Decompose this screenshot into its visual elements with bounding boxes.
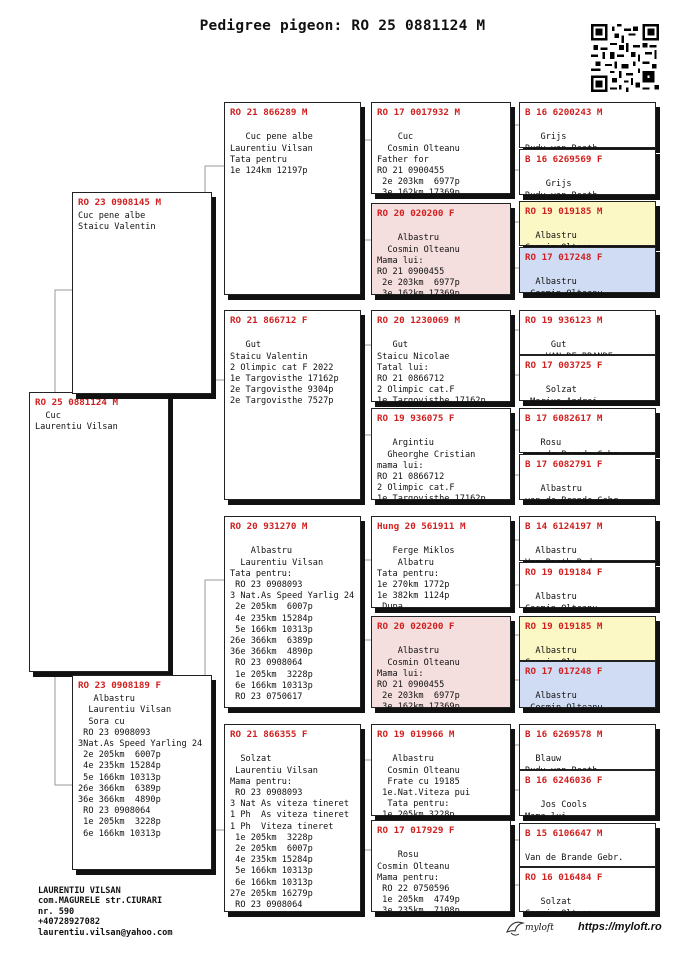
card-details: Albastru xyxy=(535,646,577,657)
ancestor-card xyxy=(519,355,656,407)
ring-number: RO 17 0017932 M xyxy=(377,107,460,118)
card-details: Albastru Cosmin Olteanu xyxy=(530,691,603,713)
ancestor-card xyxy=(519,201,656,246)
ring-number: RO 19 019185 M xyxy=(525,621,603,632)
card-details: Blauw xyxy=(535,754,562,765)
card-details: Argintiu Gheorghe Cristian mama lui: RO 21 0866712 2 Olimpic cat.F 1e Targovisthe 17162p xyxy=(377,438,486,505)
ring-number: RO 21 866355 F xyxy=(230,729,308,740)
card-details: Albastru Cosmin Olteanu xyxy=(525,592,598,614)
ring-number: RO 19 019184 F xyxy=(525,567,603,578)
ancestor-card xyxy=(519,408,656,453)
ring-number: RO 16 016484 F xyxy=(525,872,603,883)
grandparent-card xyxy=(224,724,361,912)
ring-number: B 17 6082617 M xyxy=(525,413,603,424)
great-grandparent-card xyxy=(371,310,511,407)
card-details: Jos Cools Mama lui xyxy=(525,800,588,822)
card-details: Albastru van de Brande Gebr xyxy=(525,484,619,506)
card-details: Solzat Laurentiu Vilsan Mama pentru: RO 23 0908093 3 Nat As viteza tineret 1 Ph As viteza tineret 1 Ph Viteza tineret 1e 205km 3228p 2e 205km 6007p 4e 235km 15284p 5e 166km 10313p 6e 166km 10313p 27e 205km 16279p RO 23 0908064 xyxy=(230,754,349,911)
ring-number: B 16 6269578 M xyxy=(525,729,603,740)
great-grandparent-card xyxy=(371,516,511,613)
ring-number: RO 17 017929 F xyxy=(377,825,455,836)
ring-number: RO 20 020200 F xyxy=(377,621,455,632)
grandparent-card xyxy=(224,310,361,500)
card-details: Solzat Marius Andrei xyxy=(530,385,598,407)
ancestor-card xyxy=(519,724,656,770)
great-grandparent-card xyxy=(371,820,511,917)
great-grandparent-card xyxy=(371,616,511,713)
ring-number: RO 20 020200 F xyxy=(377,208,455,219)
ancestor-card xyxy=(519,454,656,506)
ancestor-card xyxy=(519,562,656,614)
ring-number: RO 19 019185 M xyxy=(525,206,603,217)
great-grandparent-card xyxy=(371,724,511,821)
card-details: Albastru Cosmin Olteanu xyxy=(530,277,603,299)
card-details: Gut Staicu Nicolae Tatal lui: RO 21 0866712 2 Olimpic cat.F 1e Targovisthe 17162p xyxy=(377,340,486,407)
ancestor-card xyxy=(519,823,656,867)
logo-text: myloft xyxy=(525,923,554,933)
ring-number: B 16 6269569 F xyxy=(525,154,603,165)
great-grandparent-card xyxy=(371,102,511,199)
ring-number: RO 23 0908145 M xyxy=(78,197,161,208)
grandparent-card xyxy=(224,102,361,295)
card-details: Albastru Cosmin Olteanu Mama lui: RO 21 0900455 2e 203km 6977p 3e 162km 17369p xyxy=(377,646,460,713)
card-details: Albastru Laurentiu Vilsan Tata pentru: RO 23 0908093 3 Nat.As Speed Yarlig 24 2e 205km 6007p 4e 235km 15284p 5e 166km 10313p 26e 366km 6389p 36e 366km 4890p RO 23 0908064 1e 205km 3228p 6e 166km 10313p RO 23 0750617 xyxy=(230,546,355,703)
card-details: Albastru Cosmin Olteanu Frate cu 19185 1e.Nat.Viteza pui Tata pentru: 1e 205km 3228p xyxy=(382,754,471,821)
card-details: Grijs xyxy=(540,132,567,143)
qr-code xyxy=(591,24,659,92)
ring-number: RO 20 1230069 M xyxy=(377,315,460,326)
subject-card xyxy=(29,392,169,672)
card-details: Cuc Laurentiu Vilsan xyxy=(35,411,118,433)
ancestor-card xyxy=(519,310,656,355)
ancestor-card xyxy=(519,616,656,661)
ring-number: RO 23 0908189 F xyxy=(78,680,161,691)
ancestor-card xyxy=(519,247,656,299)
ancestor-card xyxy=(519,102,656,148)
ring-number: B 16 6200243 M xyxy=(525,107,603,118)
dam-card xyxy=(72,675,212,870)
pigeon-icon xyxy=(505,918,525,938)
myloft-logo xyxy=(505,918,554,938)
card-details: Rosu xyxy=(540,438,562,449)
page-title: Pedigree pigeon: RO 25 0881124 M xyxy=(199,18,486,34)
ring-number: RO 25 0881124 M xyxy=(35,397,118,408)
card-details: Cuc Cosmin Olteanu Father for RO 21 0900455 2e 203km 6977p 3e 162km 17369p xyxy=(377,132,460,199)
card-details: Solzat Cosmin Olteanu xyxy=(525,897,598,919)
ring-number: RO 17 003725 F xyxy=(525,360,603,371)
card-details: Albastru xyxy=(535,231,577,242)
ring-number: RO 21 866289 M xyxy=(230,107,308,118)
card-details: Van de Brande Gebr. xyxy=(525,853,624,864)
ring-number: RO 19 936075 F xyxy=(377,413,455,424)
card-details: Cuc pene albe Laurentiu Vilsan Tata pentru 1e 124km 12197p xyxy=(230,132,313,177)
ancestor-card xyxy=(519,516,656,561)
card-details: Cuc pene albe Staicu Valentin xyxy=(78,211,156,233)
card-details: Albastru xyxy=(535,546,577,557)
ancestor-card xyxy=(519,770,656,822)
ring-number: RO 19 936123 M xyxy=(525,315,603,326)
ancestor-card xyxy=(519,867,656,919)
card-details: Ferge Miklos Albatru Tata pentru: 1e 270km 1772p 1e 382km 1124p Dupa ... xyxy=(377,546,455,613)
ring-number: B 14 6124197 M xyxy=(525,521,603,532)
breeder-contact: LAURENTIU VILSAN com.MAGURELE str.CIURARI nr. 590 +40728927082 laurentiu.vilsan@yahoo.com xyxy=(38,886,173,938)
ancestor-card xyxy=(519,149,656,201)
ring-number: RO 17 017248 F xyxy=(525,252,603,263)
ring-number: Hung 20 561911 M xyxy=(377,521,466,532)
ring-number: RO 21 866712 F xyxy=(230,315,308,326)
ring-number: B 15 6106647 M xyxy=(525,828,603,839)
ring-number: B 16 6246036 F xyxy=(525,775,603,786)
card-details: Rosu Cosmin Olteanu Mama pentru: RO 22 0750596 1e 205km 4749p 3e 235km 7108p xyxy=(377,850,460,917)
card-details: Gut Staicu Valentin 2 Olimpic cat F 2022 1e Targovisthe 17162p 2e Targovisthe 9304p 2e Targovisthe 7527p xyxy=(230,340,339,407)
ancestor-card xyxy=(519,661,656,713)
ring-number: RO 17 017248 F xyxy=(525,666,603,677)
website-link[interactable]: https://myloft.ro xyxy=(578,921,662,933)
great-grandparent-card xyxy=(371,408,511,505)
sire-card xyxy=(72,192,212,394)
card-details: Albastru Laurentiu Vilsan Sora cu RO 23 0908093 3Nat.As Speed Yarling 24 2e 205km 6007p 4e 235km 15284p 5e 166km 10313p 26e 366km 6389p 36e 366km 4890p RO 23 0908064 1e 205km 3228p 6e 166km 10313p xyxy=(78,694,203,839)
card-details: Albastru Cosmin Olteanu Mama lui: RO 21 0900455 2e 203km 6977p 3e 162km 17369p xyxy=(377,233,460,300)
ring-number: B 17 6082791 F xyxy=(525,459,603,470)
ring-number: RO 19 019966 M xyxy=(377,729,455,740)
card-details: Grijs Rudy van Reeth xyxy=(525,179,598,201)
ring-number: RO 20 931270 M xyxy=(230,521,308,532)
grandparent-card xyxy=(224,516,361,708)
card-details: Gut xyxy=(550,340,567,351)
great-grandparent-card xyxy=(371,203,511,300)
